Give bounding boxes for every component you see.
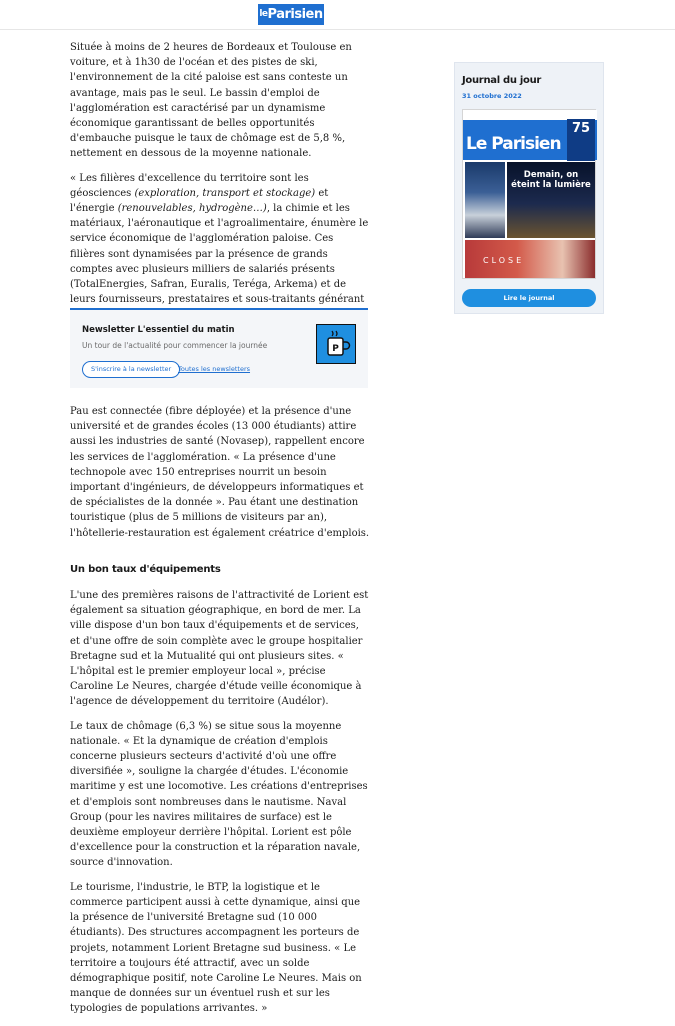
newsletter-subtitle: Un tour de l'actualité pour commencer la journée — [82, 341, 268, 350]
newsletter-title: Newsletter L'essentiel du matin — [82, 325, 235, 335]
newsletter-box — [70, 308, 368, 388]
journal-du-jour-widget — [454, 62, 604, 314]
article-body-bottom — [70, 404, 370, 1026]
cover-logo: Le Parisien — [466, 134, 561, 154]
article-paragraph: Pau est connectée (fibre déployée) et la présence d'une université et de grandes écoles (13 000 étudiants) attire aussi les industries de santé (Novasep), rappellent encore les services de l'agglomération. « La présence d'une technopole avec 150 entreprises nourrit un besoin important d'ingénieurs, de développeurs informatiques et de spécialistes de la donnée ». Pau étant une destination touristique (plus de 5 millions de visiteurs par an), l'hôtellerie-restauration est également créatrice d'emplois. — [70, 406, 370, 539]
cover-department-number: 75 — [567, 119, 595, 161]
journal-title: Journal du jour — [462, 75, 542, 86]
svg-text:P: P — [332, 344, 339, 354]
coffee-cup-icon — [316, 324, 356, 364]
article-paragraph: Le tourisme, l'industrie, le BTP, la logistique et le commerce participent aussi à cette dynamique, ainsi que la présence de l'université Bretagne sud (10 000 étudiants). Des structures accompagnent les porteurs de projets, notamment Lorient Bretagne sud business. « Le territoire a toujours été attractif, avec un solde démographique positif, note Caroline Le Neures. Mais on manque de données sur un éventuel rush et sur les typologies de populations arrivantes. » — [70, 881, 362, 1015]
article-paragraph: Située à moins de 2 heures de Bordeaux et Toulouse en voiture, et à 1h30 de l'océan et des pistes de ski, l'environnement de la cité paloise est sans conteste un avantage, mais pas le seul. Le bassin d'emploi de l'agglomération est caractérisé par un dynamisme économique garantissant de belles opportunités d'embauche puisque le taux de chômage est de 5,8 %, nettement en dessous de la moyenne nationale. — [70, 42, 352, 160]
le-parisien-logo[interactable]: $^{le}$Parisien — [258, 4, 324, 25]
article-body-top — [70, 40, 370, 332]
section-heading: Un bon taux d'équipements — [70, 563, 221, 575]
article-paragraph: Le taux de chômage (6,3 %) se situe sous la moyenne nationale. « Et la dynamique de création d'emplois concerne plusieurs secteurs d'activité d'où une offre diversifiée », souligne la chargée d'études. L'économie maritime y est une locomotive. Les créations d'entreprises et d'emplois sont nombreuses dans le nautisme. Naval Group (pour les navires militaires de surface) est le deuxième employeur derrière l'hôpital. Lorient est pôle d'excellence pour la construction et la réparation navale, source d'innovation. — [70, 720, 368, 869]
newspaper-cover[interactable] — [462, 109, 596, 279]
all-newsletters-link[interactable]: Toutes les newsletters — [178, 365, 251, 373]
cover-headline: Demain, on éteint la lumière — [511, 170, 591, 190]
article-paragraph: L'une des premières raisons de l'attractivité de Lorient est également sa situation géographique, en bord de mer. La ville dispose d'un bon taux d'équipements et de services, et d'une offre de soin complète avec le groupe hospitalier Bretagne sud et la Mutualité qui ont plusieurs sites. « L'hôpital est le premier employeur local », précise Caroline Le Neures, chargée d'étude veille économique à l'agence de développement du territoire (Audélor). — [70, 590, 369, 708]
read-journal-button[interactable]: Lire le journal — [462, 289, 596, 307]
journal-date: 31 octobre 2022 — [462, 92, 522, 100]
subscribe-newsletter-button[interactable]: S'inscrire à la newsletter — [82, 361, 180, 378]
cover-photo-sport — [465, 162, 505, 238]
article-paragraph-quote: « Les filières d'excellence du territoire sont les géosciences (exploration, transport et stockage) et l'énergie (renouvelables, hydrogène…), la chimie et les matériaux, l'aéronautique et l'agroalimentaire, énumère le service économique de l'agglomération paloise. Ces filières sont dynamisées par la présence de grands comptes avec plusieurs milliers de salariés présents (TotalEnergies, Safran, Euralis, Teréga, Arkema) et de leurs fournisseurs, prestataires et sous-traitants générant — [70, 172, 369, 306]
cover-film-title: CLOSE — [483, 256, 525, 265]
top-bar — [0, 0, 675, 30]
